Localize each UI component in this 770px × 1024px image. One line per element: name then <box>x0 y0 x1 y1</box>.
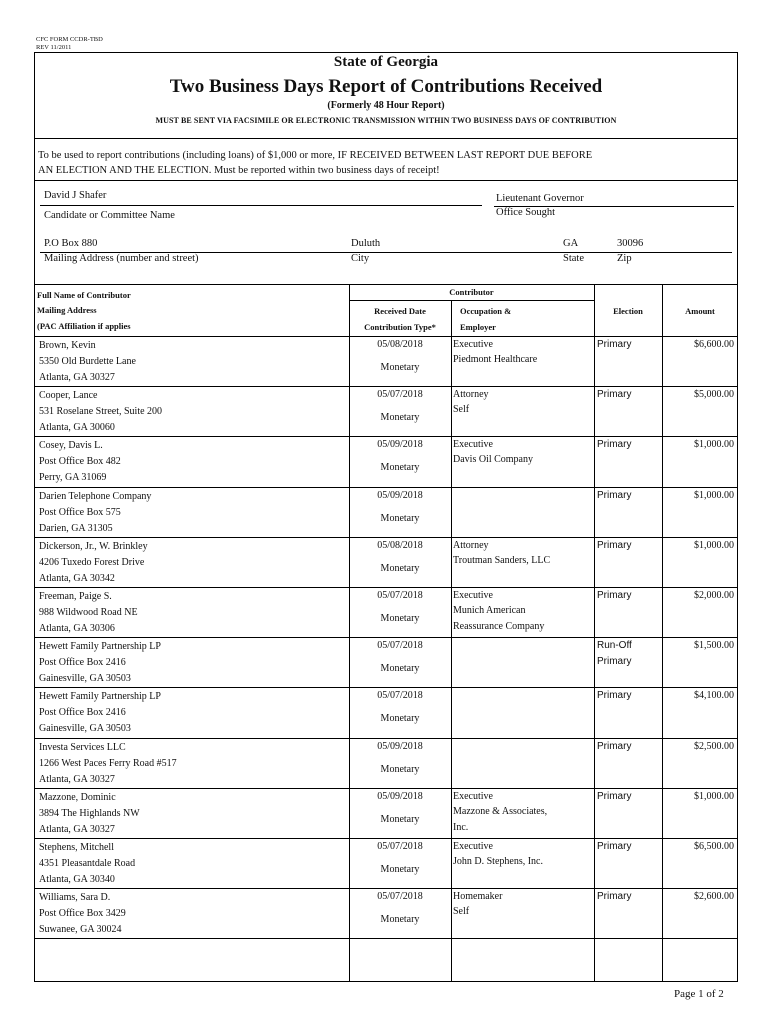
contributor-city: Atlanta, GA 30060 <box>39 422 115 434</box>
state-heading: State of Georgia <box>333 54 439 70</box>
amount: $1,000.00 <box>694 539 734 551</box>
contribution-type: Monetary <box>380 713 420 725</box>
header-election: Election <box>613 306 643 316</box>
contributor-city: Atlanta, GA 30327 <box>39 823 115 835</box>
occupation: Homemaker <box>453 891 503 903</box>
employer-continued: Inc. <box>453 821 469 833</box>
received-date: 05/09/2018 <box>377 790 423 802</box>
election: Primary <box>597 439 632 451</box>
contributor-name: Dickerson, Jr., W. Brinkley <box>39 540 148 552</box>
page-number: Page 1 of 2 <box>674 988 724 1000</box>
contribution-type: Monetary <box>380 462 420 474</box>
received-date: 05/07/2018 <box>377 389 423 401</box>
header-employer: Employer <box>460 322 496 332</box>
form-code-line1: CFC FORM CCDR-TBD <box>36 36 103 43</box>
contributor-city: Gainesville, GA 30503 <box>39 673 131 685</box>
election: Primary <box>597 690 632 702</box>
contributor-address: 3894 The Highlands NW <box>39 807 140 819</box>
state-label: State <box>563 253 584 264</box>
contributor-address: Post Office Box 2416 <box>39 657 126 669</box>
office-sought-label: Office Sought <box>496 207 556 218</box>
contributor-name: Cooper, Lance <box>39 390 98 402</box>
received-date: 05/07/2018 <box>377 640 423 652</box>
contributor-city: Gainesville, GA 30503 <box>39 723 131 735</box>
contributor-name: Hewett Family Partnership LP <box>39 641 161 653</box>
state: GA <box>563 238 579 249</box>
divider <box>34 284 738 285</box>
received-date: 05/08/2018 <box>377 339 423 350</box>
election-secondary: Primary <box>597 656 632 668</box>
header-divider <box>349 300 594 301</box>
election: Primary <box>597 339 632 350</box>
election: Primary <box>597 389 632 401</box>
received-date: 05/07/2018 <box>377 690 423 702</box>
divider <box>34 180 738 181</box>
employer: Munich American <box>453 605 526 616</box>
header-received-date: Received Date <box>374 306 426 316</box>
contribution-type: Monetary <box>380 613 420 624</box>
contribution-type: Monetary <box>380 412 420 424</box>
occupation: Executive <box>453 439 493 451</box>
received-date: 05/09/2018 <box>377 740 423 752</box>
amount: $2,600.00 <box>694 891 734 903</box>
contributor-address: 988 Wildwood Road NE <box>39 607 138 618</box>
employer: Piedmont Healthcare <box>453 354 538 365</box>
amount: $6,500.00 <box>694 841 734 852</box>
header-occupation: Occupation & <box>460 306 512 316</box>
header-amount: Amount <box>685 306 715 316</box>
contributor-address: Post Office Box 575 <box>39 506 121 518</box>
contributor-city: Atlanta, GA 30306 <box>39 623 115 634</box>
occupation: Executive <box>453 590 493 601</box>
contributor-city: Atlanta, GA 30342 <box>39 572 115 584</box>
contribution-type: Monetary <box>380 512 420 524</box>
election: Run-Off <box>597 640 632 652</box>
contribution-type: Monetary <box>380 562 420 574</box>
employer: Mazzone & Associates, <box>453 805 548 817</box>
contributor-address: 1266 West Paces Ferry Road #517 <box>39 757 177 769</box>
contributor-name: Hewett Family Partnership LP <box>39 691 161 703</box>
mailing-address: P.O Box 880 <box>44 238 98 249</box>
instructions-line2: AN ELECTION AND THE ELECTION. Must be reported within two business days of receipt! <box>38 165 440 176</box>
contributor-name: Freeman, Paige S. <box>39 591 112 602</box>
received-date: 05/09/2018 <box>377 439 423 451</box>
contributor-address: Post Office Box 2416 <box>39 707 126 719</box>
amount: $1,500.00 <box>694 640 734 652</box>
candidate-name: David J Shafer <box>44 190 107 201</box>
contributor-address: Post Office Box 3429 <box>39 908 126 920</box>
formerly-note: (Formerly 48 Hour Report) <box>327 100 445 111</box>
occupation: Executive <box>453 841 493 852</box>
city-label: City <box>351 253 370 264</box>
contributor-city: Atlanta, GA 30327 <box>39 372 115 383</box>
contributor-name: Cosey, Davis L. <box>39 440 103 452</box>
employer: Davis Oil Company <box>453 454 533 466</box>
column-line <box>662 284 663 982</box>
employer: John D. Stephens, Inc. <box>453 856 543 867</box>
employer-continued: Reassurance Company <box>453 621 545 632</box>
contribution-type: Monetary <box>380 663 420 675</box>
contributor-address: Post Office Box 482 <box>39 456 121 468</box>
header-mailing-address: Mailing Address <box>37 305 97 315</box>
contributor-name: Stephens, Mitchell <box>39 842 114 853</box>
contribution-type: Monetary <box>380 813 420 825</box>
header-contribution-type: Contribution Type* <box>364 322 436 332</box>
zip-label: Zip <box>617 253 632 264</box>
amount: $4,100.00 <box>694 690 734 702</box>
election: Primary <box>597 790 632 802</box>
received-date: 05/08/2018 <box>377 539 423 551</box>
amount: $1,000.00 <box>694 790 734 802</box>
amount: $5,000.00 <box>694 389 734 401</box>
header-pac-affiliation: (PAC Affiliation if applies <box>37 321 131 331</box>
contribution-type: Monetary <box>380 763 420 775</box>
column-line <box>451 300 452 982</box>
instructions <box>38 148 728 178</box>
column-line <box>594 284 595 982</box>
form-code <box>36 36 103 52</box>
divider <box>34 138 738 139</box>
contributor-name: Mazzone, Dominic <box>39 791 116 803</box>
election: Primary <box>597 539 632 551</box>
amount: $6,600.00 <box>694 339 734 350</box>
instructions-line1: To be used to report contributions (including loans) of $1,000 or more, IF RECEIVED BETWEEN LAST REPORT DUE BEFORE <box>38 150 593 161</box>
occupation: Executive <box>453 790 493 802</box>
report-title: Two Business Days Report of Contributions Received <box>169 76 603 97</box>
transmission-note: MUST BE SENT VIA FACSIMILE OR ELECTRONIC TRANSMISSION WITHIN TWO BUSINESS DAYS OF CONTRIBUTION <box>155 116 617 125</box>
election: Primary <box>597 891 632 903</box>
field-line <box>40 205 482 206</box>
row-divider <box>34 938 738 939</box>
occupation: Executive <box>453 339 493 350</box>
contributor-city: Perry, GA 31069 <box>39 472 107 484</box>
employer: Troutman Sanders, LLC <box>453 554 551 566</box>
amount: $1,000.00 <box>694 439 734 451</box>
contributor-city: Suwanee, GA 30024 <box>39 924 122 936</box>
occupation: Attorney <box>453 389 489 401</box>
contributor-city: Atlanta, GA 30340 <box>39 874 115 885</box>
election: Primary <box>597 740 632 752</box>
employer: Self <box>453 906 470 918</box>
election: Primary <box>597 590 632 601</box>
election: Primary <box>597 841 632 852</box>
contributor-address: 5350 Old Burdette Lane <box>39 356 136 367</box>
received-date: 05/07/2018 <box>377 590 423 601</box>
contributor-name: Darien Telephone Company <box>39 490 152 502</box>
received-date: 05/07/2018 <box>377 891 423 903</box>
contributor-address: 531 Roselane Street, Suite 200 <box>39 406 163 418</box>
amount: $1,000.00 <box>694 489 734 501</box>
contribution-type: Monetary <box>380 864 420 875</box>
form-code-line2: REV 11/2011 <box>36 44 72 51</box>
contributor-address: 4351 Pleasantdale Road <box>39 858 136 869</box>
received-date: 05/09/2018 <box>377 489 423 501</box>
contributor-name: Investa Services LLC <box>39 741 126 753</box>
amount: $2,500.00 <box>694 740 734 752</box>
contributor-name: Brown, Kevin <box>39 340 96 351</box>
zip: 30096 <box>617 238 644 249</box>
contribution-type: Monetary <box>380 362 420 373</box>
amount: $2,000.00 <box>694 590 734 601</box>
contributor-address: 4206 Tuxedo Forest Drive <box>39 556 145 568</box>
candidate-name-label: Candidate or Committee Name <box>44 210 175 221</box>
contribution-type: Monetary <box>380 914 420 926</box>
header-full-name: Full Name of Contributor <box>37 290 131 300</box>
office-sought: Lieutenant Governor <box>496 193 584 204</box>
header-contributor: Contributor <box>449 287 494 297</box>
employer: Self <box>453 404 470 416</box>
mailing-address-label: Mailing Address (number and street) <box>44 253 199 264</box>
city: Duluth <box>351 238 381 249</box>
occupation: Attorney <box>453 539 489 551</box>
received-date: 05/07/2018 <box>377 841 423 852</box>
election: Primary <box>597 489 632 501</box>
contributor-city: Darien, GA 31305 <box>39 522 113 534</box>
contributor-name: Williams, Sara D. <box>39 892 111 904</box>
contributor-city: Atlanta, GA 30327 <box>39 773 115 785</box>
